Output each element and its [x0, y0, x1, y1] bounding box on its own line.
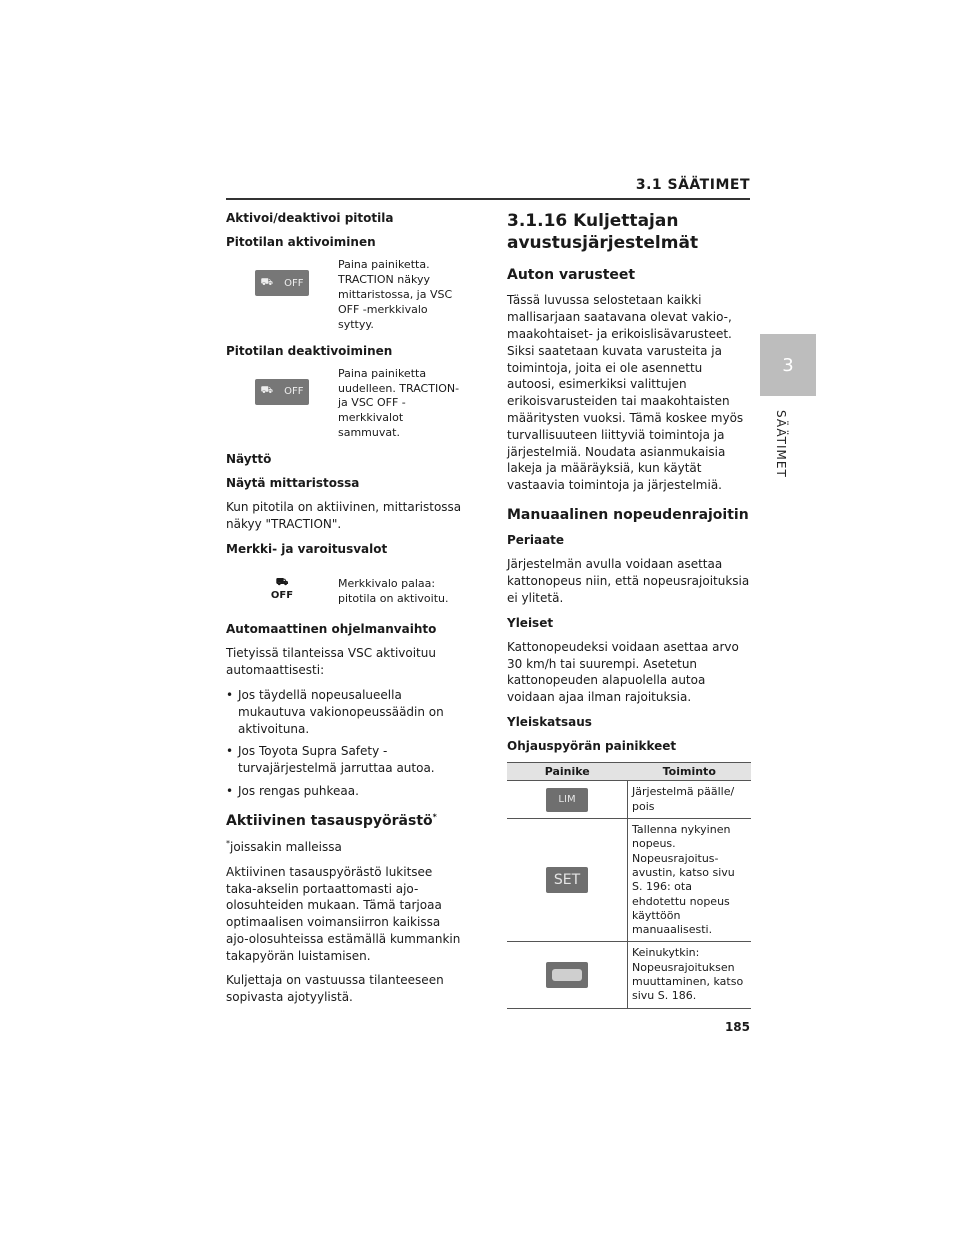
off-label: OFF: [284, 386, 304, 398]
heading-toggle: Aktivoi/deaktivoi pitotila: [226, 211, 394, 225]
heading-activate: Pitotilan aktivoiminen: [226, 235, 376, 250]
rocker-switch-icon: [546, 962, 588, 988]
right-column: [507, 210, 751, 1009]
list-item: • Jos Toyota Supra Safety -turvajärjestelmä jarruttaa autoa.: [226, 743, 466, 777]
heading-overview: Yleiskatsaus: [507, 715, 592, 730]
diff-text-1: Aktiivinen tasauspyörästö lukitsee taka-akselin portaattomasti ajo-olosuhteiden mukaan. Tämä tarjoaa optimaalisen voimansiirron kaikissa ajo-olosuhteissa estämällä kummankin takapyörän luistamisen.: [226, 864, 461, 963]
table-cell: Tallenna nykyinen nopeus. Nopeusrajoitus-avustin, katso sivu S. 196: ota ehdotettu nopeus käyttöön manuaalisesti.: [628, 819, 752, 942]
set-button-icon: SET: [546, 867, 588, 893]
column-header-function: Toiminto: [628, 763, 752, 781]
activate-row: [226, 258, 466, 332]
section-header: 3.1 SÄÄTIMET: [635, 177, 750, 193]
chapter-tab-label: SÄÄTIMET: [774, 410, 788, 478]
heading-principle: Periaate: [507, 533, 565, 548]
lim-button-icon: LIM: [546, 788, 588, 812]
car-skid-icon: ⛟: [275, 577, 289, 589]
traction-off-button-icon: [255, 379, 309, 405]
table-cell: Keinukytkin: Nopeusrajoituksen muuttaminen, katso sivu S. 186.: [628, 942, 752, 1008]
traction-off-button-icon: [255, 270, 309, 296]
auto-bullets: [226, 687, 466, 800]
heading-cluster: Näytä mittaristossa: [226, 476, 360, 491]
off-label: OFF: [284, 277, 304, 289]
car-skid-icon: ⛟: [260, 276, 274, 288]
heading-main: 3.1.16 Kuljettajan avustusjärjestelmät: [507, 211, 699, 254]
list-item: • Jos rengas puhkeaa.: [226, 783, 466, 800]
buttons-table: [507, 762, 751, 1008]
diff-text-2: Kuljettaja on vastuussa tilanteeseen sopivasta ajotyylistä.: [226, 973, 444, 1005]
header-rule: [226, 198, 750, 200]
car-skid-icon: ⛟: [260, 385, 274, 397]
heading-diff: Aktiivinen tasauspyörästö*: [226, 812, 437, 829]
heading-general: Yleiset: [507, 615, 554, 630]
heading-limiter: Manuaalinen nopeudenrajoitin: [507, 506, 749, 523]
table-row: [507, 942, 751, 1008]
deactivate-row: [226, 367, 466, 441]
heading-buttons: Ohjauspyörän painikkeet: [507, 739, 677, 754]
page-number: 185: [724, 1020, 750, 1034]
deactivate-text: Paina painiketta uudelleen. TRACTION- ja VSC OFF -merkkivalot sammuvat.: [338, 366, 460, 440]
table-cell: Järjestelmä päälle/ pois: [628, 781, 752, 819]
heading-display: Näyttö: [226, 452, 272, 466]
principle-text: Järjestelmän avulla voidaan asettaa kattonopeus niin, että nopeusrajoituksia ei ylitetä.: [507, 557, 750, 605]
equipment-text: Tässä luvussa selostetaan kaikki mallisarjaan saatavana olevat vakio-, maakohtaiset- ja erikoislisävarusteet. Siksi saatetaan kuvata varusteita ja toimintoja, joita ei ole asennettu autoosi, esimerkiksi valittujen erikoisvarusteiden tai maakohtaisten määritysten vuoksi. Tämä koskee myös turvallisuuteen liittyviä toimintoja ja järjestelmiä. Noudata asianmukaisia lakeja ja määräyksiä, kun käytät vastaavia toimintoja ja järjestelmiä.: [507, 293, 744, 493]
cluster-text: Kun pitotila on aktiivinen, mittaristossa näkyy "TRACTION".: [226, 500, 462, 532]
vsc-off-warning-icon: [269, 577, 295, 611]
heading-equipment: Auton varusteet: [507, 267, 636, 284]
off-label: OFF: [270, 590, 294, 602]
table-row: [507, 819, 751, 942]
left-column: [226, 210, 466, 1014]
heading-auto: Automaattinen ohjelmanvaihto: [226, 622, 437, 637]
indicator-row: [226, 565, 466, 611]
list-item: • Jos täydellä nopeusalueella mukautuva vakionopeussäädin on aktivoituna.: [226, 687, 466, 737]
heading-indicators: Merkki- ja varoitusvalot: [226, 541, 388, 556]
activate-text: Paina painiketta. TRACTION näkyy mittaristossa, ja VSC OFF -merkkivalo syttyy.: [338, 258, 453, 331]
column-header-button: Painike: [507, 763, 628, 781]
model-note: *joissakin malleissa: [226, 838, 342, 854]
auto-text: Tietyissä tilanteissa VSC aktivoituu automaattisesti:: [226, 646, 436, 678]
chapter-tab: 3: [760, 334, 816, 396]
heading-deactivate: Pitotilan deaktivoiminen: [226, 343, 393, 358]
indicator-text: Merkkivalo palaa: pitotila on aktivoitu.: [338, 577, 449, 605]
general-text: Kattonopeudeksi voidaan asettaa arvo 30 km/h tai suurempi. Asetetun kattonopeuden alapuolella autoa voidaan ajaa ilman rajoituksia.: [507, 639, 739, 705]
table-row: [507, 781, 751, 819]
